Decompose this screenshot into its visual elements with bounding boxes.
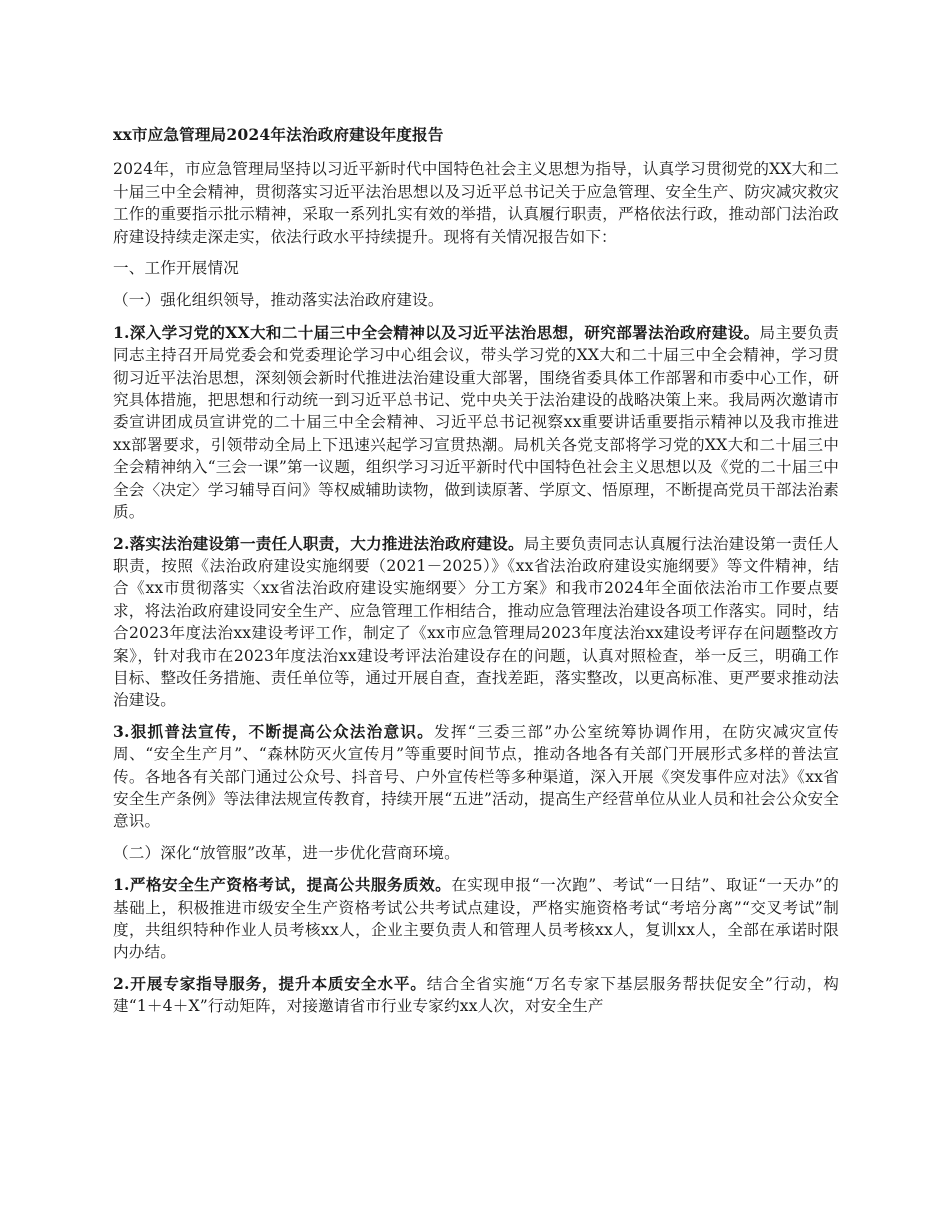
paragraph-exam bbox=[113, 874, 839, 964]
paragraph-lead: 3.狠抓普法宣传，不断提高公众法治意识。 bbox=[113, 721, 435, 741]
paragraph-lead: 2.开展专家指导服务，提升本质安全水平。 bbox=[113, 973, 427, 993]
paragraph-body: 结合全省实施“万名专家下基层服务帮扶促安全”行动，构建“1＋4＋X”行动矩阵，对接邀请省市行业专家约xx人次，对安全生产 bbox=[113, 974, 839, 1016]
paragraph-body: 局主要负责同志主持召开局党委会和党委理论学习中心组会议，带头学习党的XX大和二十届三中全会精神，学习贯彻习近平法治思想，深刻领会新时代推进法治建设重大部署，围绕省委具体工作部署和市委中心工作，研究具体措施，把思想和行动统一到习近平总书记、党中央关于法治建设的战略决策上来。我局两次邀请市委宣讲团成员宣讲党的二十届三中全会精神、习近平总书记视察xx重要讲话重要指示精神以及我市推进xx部署要求，引领带动全局上下迅速兴起学习宣贯热潮。局机关各党支部将学习党的XX大和二十届三中全会精神纳入“三会一课”第一议题，组织学习习近平新时代中国特色社会主义思想以及《党的二十届三中全会〈决定〉学习辅导百问》等权威辅助读物，做到读原著、学原文、悟原理，不断提高党员干部法治素质。 bbox=[113, 323, 839, 522]
paragraph-body: 局主要负责同志认真履行法治建设第一责任人职责，按照《法治政府建设实施纲要（2021－2025）》《xx省法治政府建设实施纲要》等文件精神，结合《xx市贯彻落实〈xx省法治政府建设实施纲要〉分工方案》和我市2024年全面依法治市工作要点要求，将法治政府建设同安全生产、应急管理工作相结合，推动应急管理法治建设各项工作落实。同时，结合2023年度法治xx建设考评工作，制定了《xx市应急管理局2023年度法治xx建设考评存在问题整改方案》，针对我市在2023年度法治xx建设考评法治建设存在的问题，认真对照检查，举一反三，明确工作目标、整改任务措施、责任单位等，通过开展自查，查找差距，落实整改，以更高标准、更严要求推动法治建设。 bbox=[113, 534, 839, 710]
paragraph-responsibility bbox=[113, 533, 839, 712]
paragraph-study bbox=[113, 322, 839, 524]
subsection-heading-leadership: （一）强化组织领导，推动落实法治政府建设。 bbox=[113, 291, 444, 310]
section-heading-work: 一、工作开展情况 bbox=[113, 259, 239, 278]
document-title: xx市应急管理局2024年法治政府建设年度报告 bbox=[113, 125, 444, 144]
document-page bbox=[113, 124, 839, 1027]
paragraph-lead: 1.深入学习党的XX大和二十届三中全会精神以及习近平法治思想，研究部署法治政府建设。 bbox=[113, 322, 760, 342]
paragraph-body: 在实现申报“一次跑”、考试“一日结”、取证“一天办”的基础上，积极推进市级安全生产资格考试公共考试点建设，严格实施资格考试“考培分离”“交叉考试”制度，共组织特种作业人员考核xx人，企业主要负责人和管理人员考核xx人，复训xx人，全部在承诺时限内办结。 bbox=[113, 876, 839, 962]
intro-paragraph: 2024年，市应急管理局坚持以习近平新时代中国特色社会主义思想为指导，认真学习贯彻党的XX大和二十届三中全会精神，贯彻落实习近平法治思想以及习近平总书记关于应急管理、安全生产、防灾减灾救灾工作的重要指示批示精神，采取一系列扎实有效的举措，认真履行职责，严格依法行政，推动部门法治政府建设持续走深走实，依法行政水平持续提升。现将有关情况报告如下： bbox=[113, 160, 839, 246]
subsection-heading-reform: （二）深化“放管服”改革，进一步优化营商环境。 bbox=[113, 843, 460, 862]
paragraph-lead: 1.严格安全生产资格考试，提高公共服务质效。 bbox=[113, 875, 452, 895]
paragraph-body: 发挥“三委三部”办公室统筹协调作用，在防灾减灾宣传周、“安全生产月”、“森林防灭火宣传月”等重要时间节点，推动各地各有关部门开展形式多样的普法宣传。各地各有关部门通过公众号、抖音号、户外宣传栏等多种渠道，深入开展《突发事件应对法》《xx省安全生产条例》等法律法规宣传教育，持续开展“五进”活动，提高生产经营单位从业人员和社会公众安全意识。 bbox=[113, 722, 839, 831]
paragraph-lead: 2.落实法治建设第一责任人职责，大力推进法治政府建设。 bbox=[113, 533, 524, 553]
paragraph-publicity bbox=[113, 721, 839, 833]
paragraph-expert bbox=[113, 973, 839, 1018]
